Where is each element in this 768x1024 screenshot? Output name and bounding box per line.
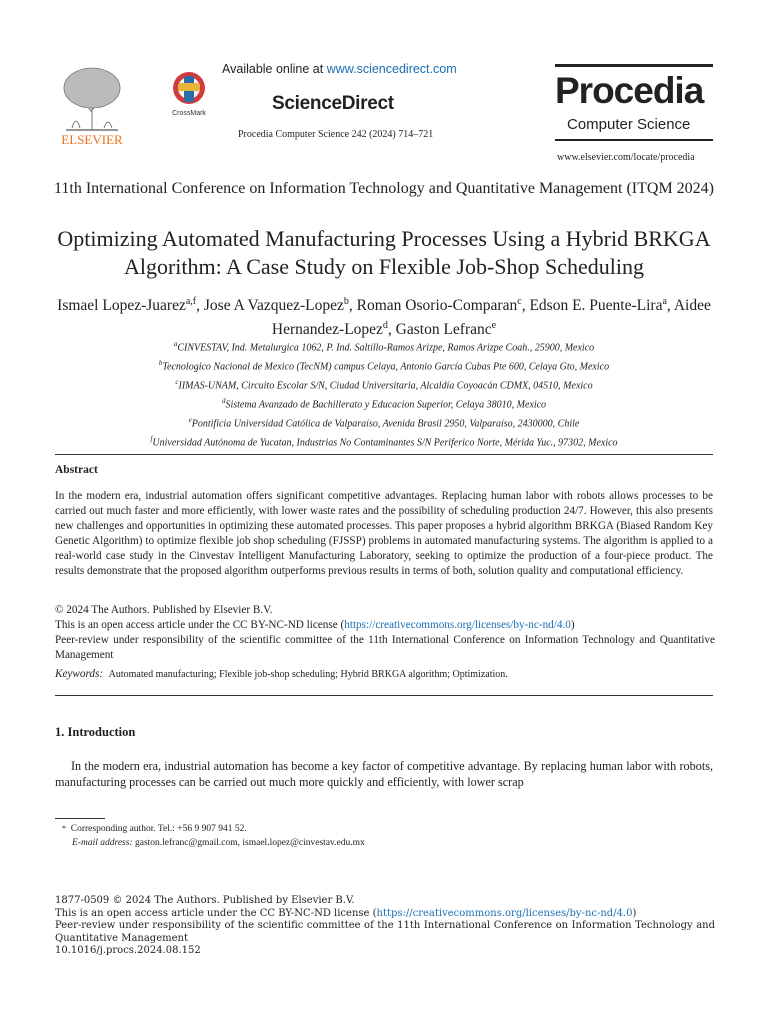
sciencedirect-wordmark: ScienceDirect <box>272 93 394 114</box>
license-prefix: This is an open access article under the CC BY-NC-ND license ( <box>55 619 345 631</box>
available-online <box>222 62 457 76</box>
keywords <box>55 668 508 680</box>
author-name: Ismael Lopez-Juarez <box>57 297 186 315</box>
bottom-publication-info <box>55 895 715 958</box>
corresponding-author-note: * Corresponding author. Tel.: +56 9 907 941 52. <box>62 824 247 834</box>
abstract-top-rule <box>55 454 713 455</box>
elsevier-logo <box>52 62 132 148</box>
author-separator: , <box>387 321 396 339</box>
affiliation-item <box>50 432 718 451</box>
footnote-rule <box>55 818 105 819</box>
affiliation-marker: a <box>173 340 178 348</box>
abstract-heading: Abstract <box>55 464 98 476</box>
license-link[interactable]: https://creativecommons.org/licenses/by-nc-nd/4.0 <box>344 619 571 631</box>
affiliation-text: IIMAS-UNAM, Circuito Escolar S/N, Ciudad Universitaria, Alcaldía Coyoacán CDMX, 04510, Mexico <box>178 380 593 392</box>
author-separator: , <box>196 297 204 315</box>
issn-line: 1877-0509 © 2024 The Authors. Published by Elsevier B.V. <box>55 895 355 906</box>
affiliation-list <box>50 337 718 451</box>
email-addresses[interactable]: gaston.lefranc@gmail.com, ismael.lopez@cinvestav.edu.mx <box>134 838 365 848</box>
license-line <box>55 618 715 633</box>
crossmark-label: CrossMark <box>172 110 206 117</box>
affiliation-marker: e <box>188 415 192 424</box>
abstract-bottom-rule <box>55 695 713 696</box>
author-affiliation-marker: e <box>491 320 497 332</box>
procedia-title: Procedia <box>555 70 704 111</box>
sciencedirect-link[interactable]: www.sciencedirect.com <box>326 62 457 76</box>
author-name: Roman Osorio-Comparan <box>356 297 518 315</box>
author-name: Jose A Vazquez-Lopez <box>203 297 344 315</box>
author-separator: , <box>521 297 530 315</box>
introduction-heading: 1. Introduction <box>55 725 136 739</box>
affiliation-marker: f <box>150 434 153 443</box>
affiliation-text: Universidad Autónoma de Yucatan, Industrias No Contaminantes S/N Periferico Norte, Mérida Yuc., 97302, Mexico <box>152 436 618 448</box>
affiliation-text: CINVESTAV, Ind. Metalurgica 1062, P. Ind. Saltillo-Ramos Arizpe, Ramos Arizpe Coah., 25900, Mexico <box>177 342 595 354</box>
affiliation-marker: b <box>158 358 163 367</box>
email-note <box>62 836 365 850</box>
author-affiliation-marker: a,f <box>185 296 197 307</box>
publisher-logo-text: ELSEVIER <box>61 132 123 147</box>
affiliation-item <box>50 356 718 375</box>
affiliation-text: Tecnologico Nacional de Mexico (TecNM) campus Celaya, Antonio García Cubas Pte 600, Celaya Gto, Mexico <box>162 361 610 373</box>
footnotes <box>62 822 365 850</box>
affiliation-text: Sistema Avanzado de Bachillerato y Educacion Superior, Celaya 38010, Mexico <box>225 399 547 411</box>
corresponding-author-text: Corresponding author. Tel.: +56 9 907 941 52. <box>70 824 247 834</box>
author-list <box>50 292 718 340</box>
crossmark-icon <box>167 70 211 118</box>
crossmark-badge[interactable] <box>167 70 211 118</box>
affiliation-marker: c <box>175 377 179 386</box>
bottom-license-link[interactable]: https://creativecommons.org/licenses/by-nc-nd/4.0 <box>376 907 633 919</box>
author-name: Aidee Hernandez-Lopez <box>271 297 711 339</box>
affiliation-item <box>50 413 718 432</box>
author-separator: , <box>666 297 674 315</box>
available-prefix: Available online at <box>222 62 327 76</box>
journal-url[interactable]: www.elsevier.com/locate/procedia <box>557 152 695 163</box>
bottom-license-prefix: This is an open access article under the CC BY-NC-ND license ( <box>55 907 377 919</box>
author-affiliation-marker: d <box>382 320 388 332</box>
copyright-line: © 2024 The Authors. Published by Elsevier B.V. <box>55 604 273 616</box>
abstract-text: In the modern era, industrial automation offers significant competitive advantages. Replacing human labor with robots allows processes to be carried out much faster and more efficiently, with lower waste rates and the possibility of scheduling production 24/7. However, this also presents new challenges and opportunities in optimizing these automated processes. This paper proposes a hybrid algorithm BRKGA (Biased Random Key Genetic Algorithm) to optimize flexible job shop scheduling (FJSSP) problems in automated manufacturing systems. The algorithm is applied to a real-world case study in the Cinvestav Intelligent Manufacturing Laboratory, seeking to optimize the production of a four-piece product. The results demonstrate that the proposed algorithm outperforms previous results in terms of both, solution quality and computational efficiency. <box>55 490 713 577</box>
keywords-values: Automated manufacturing; Flexible job-shop scheduling; Hybrid BRKGA algorithm; Optimization. <box>108 669 508 680</box>
author-separator: , <box>348 297 357 315</box>
elsevier-tree-icon <box>52 62 132 148</box>
procedia-rule-bottom <box>555 139 713 141</box>
procedia-subtitle: Computer Science <box>567 116 691 133</box>
author-affiliation-marker: c <box>517 296 522 307</box>
author-affiliation-marker: b <box>343 296 349 307</box>
introduction-text <box>55 758 713 790</box>
author-name: Gaston Lefranc <box>395 321 492 339</box>
bottom-license-line <box>55 908 715 921</box>
affiliation-text: Pontificia Universidad Católica de Valparaíso, Avenida Brasil 2950, Valparaíso, 2430000, Chile <box>191 418 580 430</box>
paper-title: Optimizing Automated Manufacturing Processes Using a Hybrid BRKGA Algorithm: A Case Study on Flexible Job-Shop Scheduling <box>57 226 711 279</box>
conference-name: 11th International Conference on Information Technology and Quantitative Management (ITQM 2024) <box>53 180 714 197</box>
license-suffix: ) <box>570 619 575 631</box>
affiliation-item <box>50 375 718 394</box>
doi[interactable]: 10.1016/j.procs.2024.08.152 <box>55 945 201 956</box>
author-name: Edson E. Puente-Lira <box>529 297 663 315</box>
keywords-label: Keywords: <box>55 668 104 680</box>
bottom-peer-review: Peer-review under responsibility of the scientific committee of the 11th International Conference on Information Technology and Quantitative Management <box>55 920 715 944</box>
copyright-block <box>55 603 715 663</box>
affiliation-marker: d <box>221 396 226 405</box>
journal-reference: Procedia Computer Science 242 (2024) 714–721 <box>238 129 434 140</box>
peer-review-line: Peer-review under responsibility of the scientific committee of the 11th International Conference on Information Technology and Quantitative Management <box>55 634 715 661</box>
affiliation-item <box>50 394 718 413</box>
procedia-rule-top <box>555 64 713 67</box>
author-affiliation-marker: a <box>662 296 667 307</box>
bottom-license-suffix: ) <box>632 907 637 919</box>
email-label: E-mail address: <box>72 838 133 848</box>
affiliation-item <box>50 337 718 356</box>
introduction-paragraph: In the modern era, industrial automation has become a key factor of competitive advantage. By replacing human labor with robots, manufacturing processes can be carried out much more quickly and efficiently, with lower scrap <box>55 759 713 789</box>
